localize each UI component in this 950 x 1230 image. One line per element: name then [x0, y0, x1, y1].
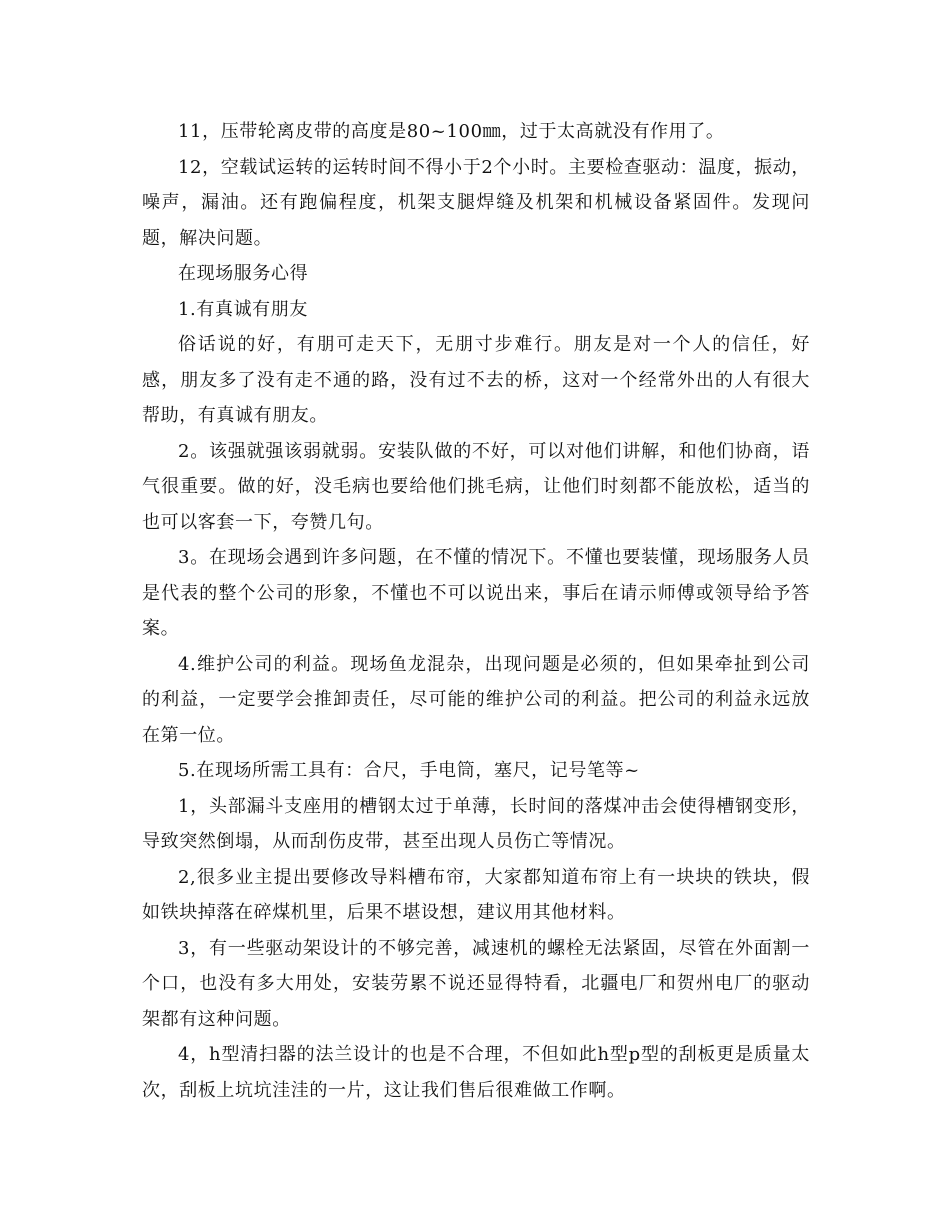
section-heading: 在现场服务心得 [178, 263, 309, 284]
paragraph-cleaner-flange: 4，h型清扫器的法兰设计的也是不合理，不但如此h型p型的刮板更是质量太次，刮板上坑坑洼洼的一片，这让我们售后很难做工作啊。 [142, 1044, 810, 1101]
paragraph-friends: 俗话说的好，有朋可走天下，无朋寸步难行。朋友是对一个人的信任，好感，朋友多了没有走不通的路，没有过不去的桥，这对一个经常外出的人有很大帮助，有真诚有朋友。 [142, 334, 810, 426]
paragraph-hopper-support: 1，头部漏斗支座用的槽钢太过于单薄，长时间的落煤冲击会使得槽钢变形，导致突然倒塌，从而刮伤皮带，甚至出现人员伤亡等情况。 [142, 795, 810, 852]
subheading-sincerity: 1.有真诚有朋友 [178, 298, 308, 320]
paragraph-tools: 5.在现场所需工具有：合尺，手电筒，塞尺，记号笔等~ [178, 760, 640, 781]
paragraph-chute-curtain: 2,很多业主提出要修改导料槽布帘，大家都知道布帘上有一块块的铁块，假如铁块掉落在碎煤机里，后果不堪设想，建议用其他材料。 [142, 866, 810, 923]
paragraph-item-12: 12，空载试运转的运转时间不得小于2个小时。主要检查驱动：温度，振动，噪声，漏油。还有跑偏程度，机架支腿焊缝及机架和机械设备紧固件。发现问题，解决问题。 [142, 156, 810, 249]
paragraph-drive-frame: 3，有一些驱动架设计的不够完善，减速机的螺栓无法紧固，尽管在外面割一个口，也没有多大用处，安装劳累不说还显得特看，北疆电厂和贺州电厂的驱动架都有这种问题。 [142, 937, 810, 1030]
paragraph-company-interest: 4.维护公司的利益。现场鱼龙混杂，出现问题是必须的，但如果牵扯到公司的利益，一定要学会推卸责任，尽可能的维护公司的利益。把公司的利益永远放在第一位。 [142, 653, 810, 746]
paragraph-strength: 2。该强就强该弱就弱。安装队做的不好，可以对他们讲解，和他们协商，语气很重要。做的好，没毛病也要给他们挑毛病，让他们时刻都不能放松，适当的也可以客套一下，夸赞几句。 [142, 440, 810, 533]
paragraph-item-11: 11，压带轮离皮带的高度是80~100㎜，过于太高就没有作用了。 [178, 121, 725, 142]
paragraph-problems: 3。在现场会遇到许多问题，在不懂的情况下。不懂也要装懂，现场服务人员是代表的整个公司的形象，不懂也不可以说出来，事后在请示师傅或领导给予答案。 [142, 547, 810, 639]
